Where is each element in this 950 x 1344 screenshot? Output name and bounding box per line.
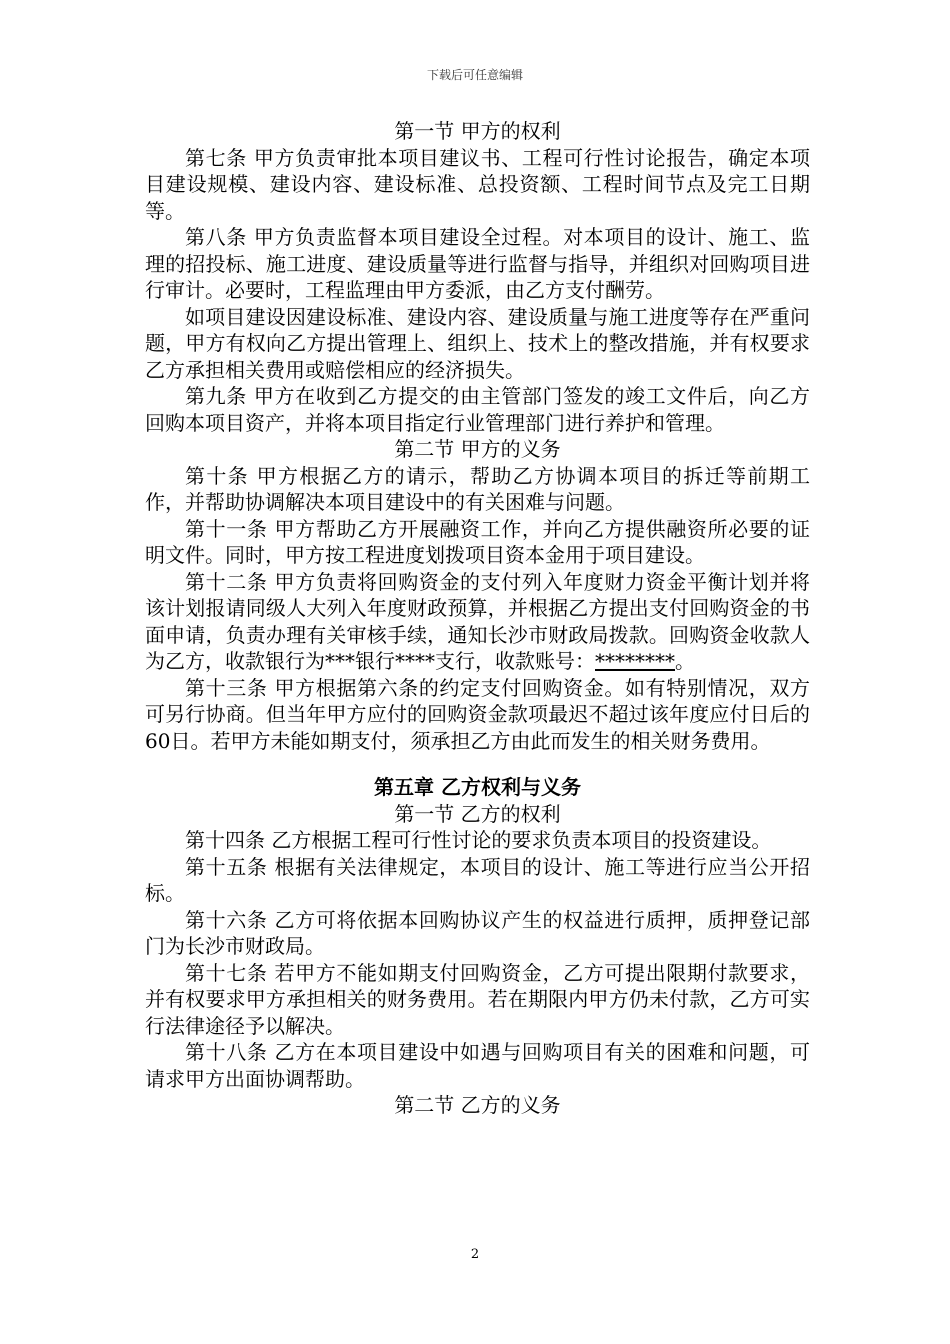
page-number: 2	[470, 1247, 480, 1262]
paragraph: 第十六条 乙方可将依据本回购协议产生的权益进行质押，质押登记部门为长沙市财政局。	[145, 907, 810, 958]
paragraph: 第十条 甲方根据乙方的请示，帮助乙方协调本项目的拆迁等前期工作，并帮助协调解决本项目建设中的有关困难与问题。	[145, 463, 810, 514]
paragraph: 第十三条 甲方根据第六条的约定支付回购资金。如有特别情况，双方可另行协商。但当年甲方应付的回购资金款项最迟不超过该年度应付日后的60日。若甲方未能如期支付，须承担乙方由此而发生的相关财务费用。	[145, 675, 810, 753]
account-number: ********	[595, 649, 675, 673]
chapter-heading: 第五章 乙方权利与义务	[374, 775, 581, 799]
section-heading: 第一节 甲方的权利	[394, 119, 561, 143]
paragraph: 第九条 甲方在收到乙方提交的由主管部门签发的竣工文件后，向乙方回购本项目资产，并将本项目指定行业管理部门进行养护和管理。	[145, 384, 810, 435]
page-header: 下载后可任意编辑	[426, 68, 523, 82]
paragraph: 第七条 甲方负责审批本项目建议书、工程可行性讨论报告，确定本项目建设规模、建设内容、建设标准、总投资额、工程时间节点及完工日期等。	[145, 145, 810, 223]
paragraph: 第十五条 根据有关法律规定，本项目的设计、施工等进行应当公开招标。	[145, 854, 810, 905]
paragraph-end: 。	[675, 649, 695, 673]
paragraph: 第十八条 乙方在本项目建设中如遇与回购项目有关的困难和问题，可请求甲方出面协调帮助。	[145, 1040, 810, 1091]
paragraph-text: 第十二条 甲方负责将回购资金的支付列入年度财力资金平衡计划并将该计划报请同级人大列入年度财政预算，并根据乙方提出支付回购资金的书面申请，负责办理有关审核手续，通知长沙市财政局拨款。回购资金收款人为乙方，收款银行为***银行****支行，收款账号：	[145, 569, 810, 673]
paragraph: 如项目建设因建设标准、建设内容、建设质量与施工进度等存在严重问题，甲方有权向乙方提出管理上、组织上、技术上的整改措施，并有权要求乙方承担相关费用或赔偿相应的经济损失。	[145, 304, 810, 382]
paragraph: 第十四条 乙方根据工程可行性讨论的要求负责本项目的投资建设。	[185, 828, 772, 852]
section-heading: 第一节 乙方的权利	[394, 801, 561, 826]
section-heading: 第二节 甲方的义务	[394, 437, 561, 461]
document-body	[145, 118, 810, 1119]
paragraph	[145, 569, 810, 675]
paragraph: 第十七条 若甲方不能如期支付回购资金，乙方可提出限期付款要求，并有权要求甲方承担相关的财务费用。若在期限内甲方仍未付款，乙方可实行法律途径予以解决。	[145, 960, 810, 1038]
paragraph: 第八条 甲方负责监督本项目建设全过程。对本项目的设计、施工、监理的招投标、施工进度、建设质量等进行监督与指导，并组织对回购项目进行审计。必要时，工程监理由甲方委派，由乙方支付酬劳。	[145, 225, 810, 302]
section-heading: 第二节 乙方的义务	[394, 1093, 561, 1117]
paragraph: 第十一条 甲方帮助乙方开展融资工作，并向乙方提供融资所必要的证明文件。同时，甲方按工程进度划拨项目资本金用于项目建设。	[145, 516, 810, 567]
